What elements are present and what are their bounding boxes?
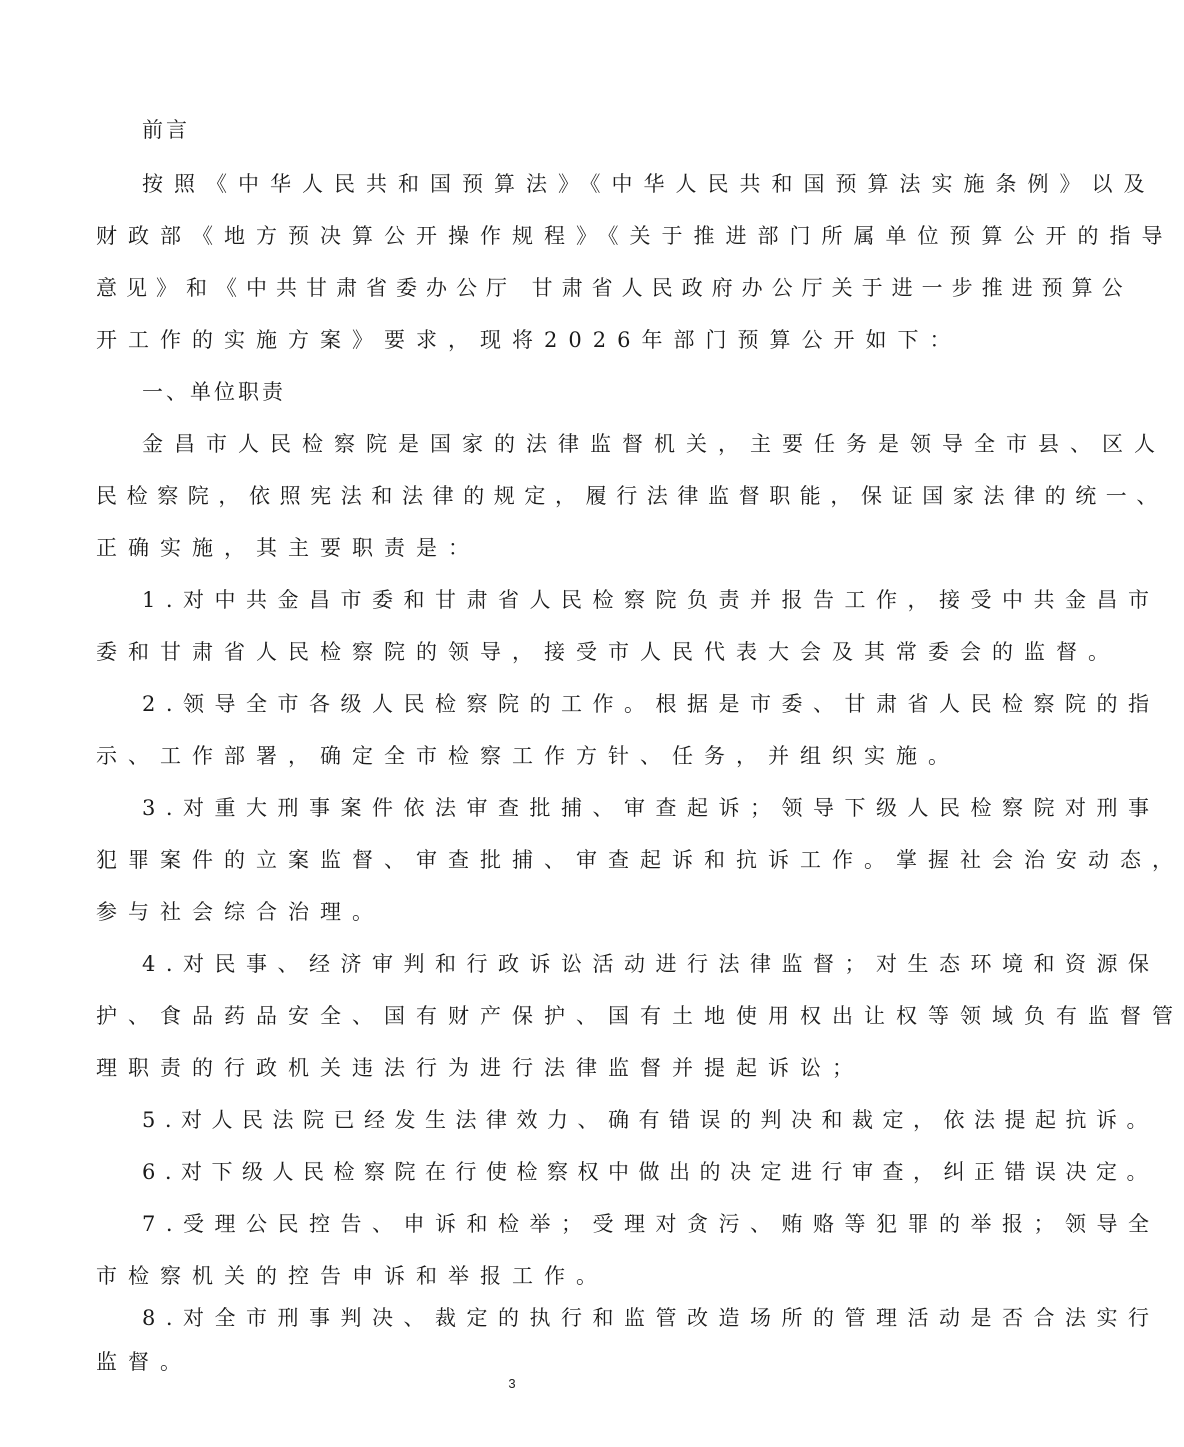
item-8-line-1: 8.对全市刑事判决、裁定的执行和监管改造场所的管理活动是否合法实行: [142, 1306, 1160, 1330]
intro-line-3: 正确实施，其主要职责是：: [96, 536, 480, 560]
item-8-line-2: 监督。: [96, 1350, 192, 1374]
item-4-line-1: 4.对民事、经济审判和行政诉讼活动进行法律监督；对生态环境和资源保: [142, 952, 1160, 976]
item-2-line-2: 示、工作部署，确定全市检察工作方针、任务，并组织实施。: [96, 744, 960, 768]
section-1-title: 一、单位职责: [142, 380, 286, 404]
intro-line-2: 民检察院，依照宪法和法律的规定，履行法律监督职能，保证国家法律的统一、: [96, 484, 1167, 508]
item-7-line-1: 7.受理公民控告、申诉和检举；受理对贪污、贿赂等犯罪的举报；领导全: [142, 1212, 1160, 1236]
item-1-line-2: 委和甘肃省人民检察院的领导，接受市人民代表大会及其常委会的监督。: [96, 640, 1120, 664]
page-number: 3: [508, 1376, 516, 1391]
item-2-line-1: 2.领导全市各级人民检察院的工作。根据是市委、甘肃省人民检察院的指: [142, 692, 1160, 716]
intro-line-1: 金昌市人民检察院是国家的法律监督机关，主要任务是领导全市县、区人: [142, 432, 1166, 456]
item-7-line-2: 市检察机关的控告申诉和举报工作。: [96, 1264, 608, 1288]
item-5-line-1: 5.对人民法院已经发生法律效力、确有错误的判决和裁定，依法提起抗诉。: [142, 1108, 1158, 1132]
item-1-line-1: 1.对中共金昌市委和甘肃省人民检察院负责并报告工作，接受中共金昌市: [142, 588, 1160, 612]
item-3-line-2: 犯罪案件的立案监督、审查批捕、审查起诉和抗诉工作。掌握社会治安动态，: [96, 848, 1184, 872]
item-4-line-2: 护、食品药品安全、国有财产保护、国有土地使用权出让权等领域负有监督管: [96, 1004, 1184, 1028]
item-6-line-1: 6.对下级人民检察院在行使检察权中做出的决定进行审查，纠正错误决定。: [142, 1160, 1158, 1184]
preface-line-1: 按照《中华人民共和国预算法》《中华人民共和国预算法实施条例》以及: [142, 172, 1156, 196]
item-3-line-1: 3.对重大刑事案件依法审查批捕、审查起诉；领导下级人民检察院对刑事: [142, 796, 1160, 820]
item-3-line-3: 参与社会综合治理。: [96, 900, 384, 924]
preface-line-4: 开工作的实施方案》要求，现将2026年部门预算公开如下：: [96, 328, 962, 352]
preface-title: 前言: [142, 118, 190, 142]
item-4-line-3: 理职责的行政机关违法行为进行法律监督并提起诉讼；: [96, 1056, 864, 1080]
preface-line-2: 财政部《地方预决算公开操作规程》《关于推进部门所属单位预算公开的指导: [96, 224, 1174, 248]
preface-line-3: 意见》和《中共甘肃省委办公厅 甘肃省人民政府办公厅关于进一步推进预算公: [96, 276, 1132, 300]
